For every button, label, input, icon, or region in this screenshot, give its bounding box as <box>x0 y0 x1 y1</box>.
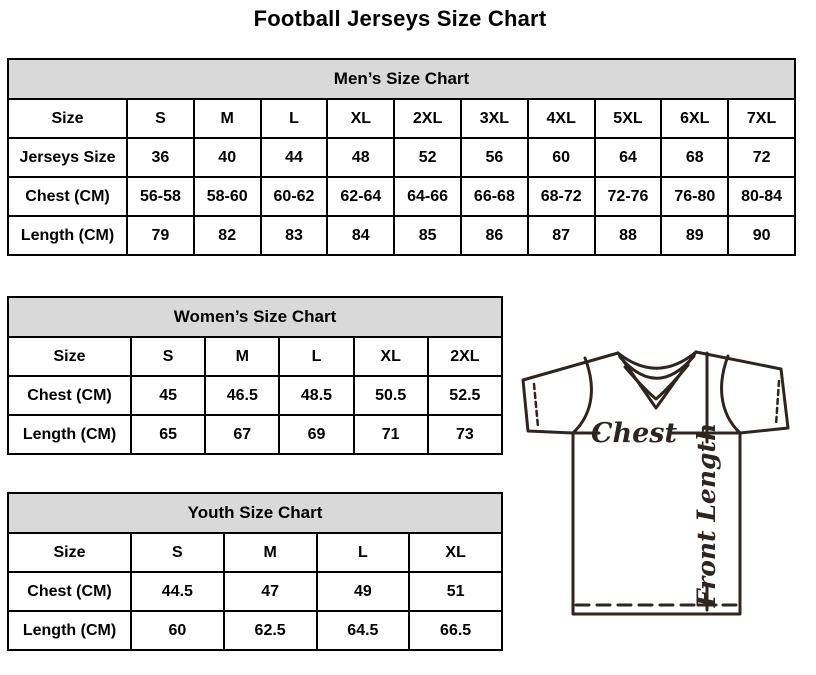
size-value: 73 <box>428 415 502 454</box>
size-value: 64 <box>595 138 662 177</box>
size-value: 71 <box>354 415 428 454</box>
column-header: 2XL <box>428 337 502 376</box>
size-value: 58-60 <box>194 177 261 216</box>
table-title: Women’s Size Chart <box>8 297 502 337</box>
column-header: L <box>261 99 328 138</box>
size-value: 56-58 <box>127 177 194 216</box>
column-header: L <box>279 337 353 376</box>
row-label: Length (CM) <box>8 611 131 650</box>
size-row-label: Size <box>8 99 127 138</box>
size-value: 66.5 <box>409 611 502 650</box>
table-row <box>8 138 795 177</box>
column-header: M <box>194 99 261 138</box>
column-header: S <box>127 99 194 138</box>
jersey-outline <box>523 352 788 614</box>
size-value: 66-68 <box>461 177 528 216</box>
row-label: Length (CM) <box>8 415 131 454</box>
table-row <box>8 415 502 454</box>
column-header: XL <box>354 337 428 376</box>
size-value: 72 <box>728 138 795 177</box>
size-value: 50.5 <box>354 376 428 415</box>
column-header: S <box>131 533 224 572</box>
size-value: 83 <box>261 216 328 255</box>
size-value: 36 <box>127 138 194 177</box>
row-label: Chest (CM) <box>8 177 127 216</box>
size-value: 48.5 <box>279 376 353 415</box>
jersey-right-sleeve-seam <box>722 356 740 433</box>
size-value: 62.5 <box>224 611 317 650</box>
size-value: 88 <box>595 216 662 255</box>
size-value: 64.5 <box>317 611 410 650</box>
column-header: XL <box>409 533 502 572</box>
column-header: 2XL <box>394 99 461 138</box>
table-title: Youth Size Chart <box>8 493 502 533</box>
size-value: 82 <box>194 216 261 255</box>
column-header: 6XL <box>661 99 728 138</box>
front-length-label: Front Length <box>692 422 721 608</box>
size-value: 79 <box>127 216 194 255</box>
size-value: 67 <box>205 415 279 454</box>
size-value: 48 <box>327 138 394 177</box>
size-value: 44 <box>261 138 328 177</box>
row-label: Chest (CM) <box>8 376 131 415</box>
column-header: 4XL <box>528 99 595 138</box>
column-header: 7XL <box>728 99 795 138</box>
size-value: 60-62 <box>261 177 328 216</box>
column-header: 3XL <box>461 99 528 138</box>
size-value: 85 <box>394 216 461 255</box>
size-value: 68-72 <box>528 177 595 216</box>
size-value: 68 <box>661 138 728 177</box>
size-value: 64-66 <box>394 177 461 216</box>
size-value: 46.5 <box>205 376 279 415</box>
size-value: 84 <box>327 216 394 255</box>
jersey-left-sleeve-seam <box>573 358 591 433</box>
column-header: S <box>131 337 205 376</box>
size-value: 52.5 <box>428 376 502 415</box>
size-value: 89 <box>661 216 728 255</box>
size-value: 60 <box>528 138 595 177</box>
table-row <box>8 177 795 216</box>
size-value: 47 <box>224 572 317 611</box>
table-row <box>8 572 502 611</box>
jersey-left-cuff-dashed-line <box>534 384 538 427</box>
size-value: 76-80 <box>661 177 728 216</box>
size-value: 49 <box>317 572 410 611</box>
jersey-right-cuff-dashed-line <box>776 381 779 425</box>
row-label: Length (CM) <box>8 216 127 255</box>
size-value: 65 <box>131 415 205 454</box>
jersey-diagram-svg <box>514 342 802 630</box>
table-row <box>8 376 502 415</box>
size-row-label: Size <box>8 533 131 572</box>
row-label: Jerseys Size <box>8 138 127 177</box>
womens-size-table <box>7 296 503 455</box>
size-value: 62-64 <box>327 177 394 216</box>
size-row-label: Size <box>8 337 131 376</box>
row-label: Chest (CM) <box>8 572 131 611</box>
column-header: 5XL <box>595 99 662 138</box>
size-value: 51 <box>409 572 502 611</box>
jersey-measurement-diagram <box>514 342 802 630</box>
size-value: 44.5 <box>131 572 224 611</box>
table-row <box>8 611 502 650</box>
page-title: Football Jerseys Size Chart <box>253 6 547 31</box>
size-value: 87 <box>528 216 595 255</box>
table-title: Men’s Size Chart <box>8 59 795 99</box>
size-value: 90 <box>728 216 795 255</box>
size-value: 52 <box>394 138 461 177</box>
column-header: XL <box>327 99 394 138</box>
column-header: M <box>224 533 317 572</box>
size-value: 72-76 <box>595 177 662 216</box>
size-value: 60 <box>131 611 224 650</box>
table-row <box>8 216 795 255</box>
size-value: 80-84 <box>728 177 795 216</box>
column-header: L <box>317 533 410 572</box>
youth-size-table <box>7 492 503 651</box>
chest-label: Chest <box>591 418 677 449</box>
size-value: 56 <box>461 138 528 177</box>
size-value: 69 <box>279 415 353 454</box>
size-value: 45 <box>131 376 205 415</box>
size-value: 86 <box>461 216 528 255</box>
size-value: 40 <box>194 138 261 177</box>
column-header: M <box>205 337 279 376</box>
mens-size-table <box>7 58 796 256</box>
